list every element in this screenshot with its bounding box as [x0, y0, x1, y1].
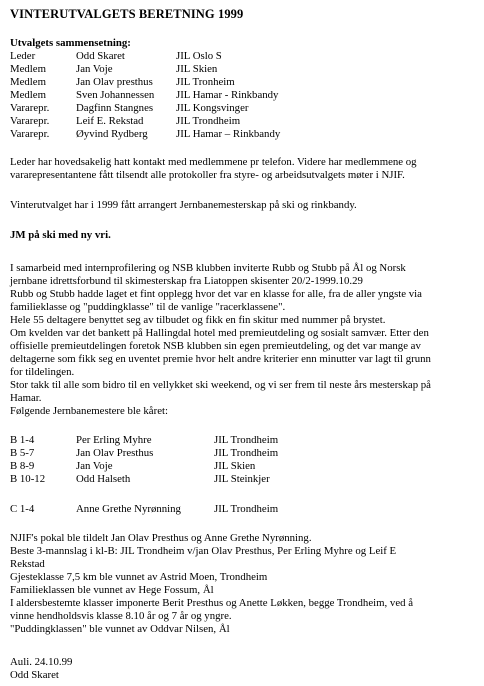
committee-row-name: Leif E. Rekstad: [76, 115, 144, 127]
committee-row-role: Vararepr.: [10, 102, 50, 114]
arranged-paragraph: [10, 199, 476, 212]
closing-line: I aldersbestemte klasser imponerte Berit Presthus og Anette Løkken, begge Trondheim, ved å: [10, 597, 413, 609]
signature-name: Odd Skaret: [10, 669, 59, 681]
champion-row-name: Jan Voje: [76, 460, 113, 472]
closing-line: Familieklassen ble vunnet av Hege Fossum, Ål: [10, 584, 214, 596]
committee-row-club: JIL Kongsvinger: [176, 102, 249, 114]
intro-line: vararepresentantene fått tilsendt alle protokoller fra styre- og arbeidsutvalgets møter i NJIF.: [10, 169, 405, 181]
jm-line: Hele 55 deltagere benyttet seg av tilbudet og fikk en fin skitur med nummer på brystet.: [10, 314, 386, 326]
jm-line: Rubb og Stubb hadde laget et fint opplegg hvor det var en klasse for alle, fra de aller yngste via: [10, 288, 422, 300]
intro-paragraph: [10, 156, 476, 182]
champion-row-role: B 10-12: [10, 473, 46, 485]
jm-line: familieklasse og "puddingklasse" til de vanlige "racerklassene".: [10, 301, 286, 313]
intro-line: Leder har hovedsakelig hatt kontakt med medlemmene pr telefon. Videre har medlemmene og: [10, 156, 417, 168]
jm-line: Om kvelden var det bankett på Hallingdal hotel med premieutdeling og sosialt samvær. Etter den: [10, 327, 429, 339]
champion-row-role: B 1-4: [10, 434, 35, 446]
champion-row-club: JIL Steinkjer: [214, 473, 270, 485]
champion-row-role: B 5-7: [10, 447, 35, 459]
committee-row-role: Leder: [10, 50, 36, 62]
champion-row-club: JIL Trondheim: [214, 447, 279, 459]
jm-heading: JM på ski med ny vri.: [10, 229, 111, 241]
committee-row-role: Medlem: [10, 63, 46, 75]
jm-line: I samarbeid med internprofilering og NSB klubben inviterte Rubb og Stubb på Ål og Norsk: [10, 262, 406, 274]
committee-row-role: Vararepr.: [10, 128, 50, 140]
committee-row-role: Medlem: [10, 89, 46, 101]
champion-row-name: Anne Grethe Nyrønning: [76, 503, 181, 515]
committee-row-club: JIL Oslo S: [176, 50, 222, 62]
committee-row-name: Jan Voje: [76, 63, 113, 75]
committee-row-name: Øyvind Rydberg: [76, 128, 148, 140]
closing-line: Rekstad: [10, 558, 45, 570]
closing-paragraph: [10, 532, 476, 636]
jm-line: Hamar.: [10, 392, 42, 404]
committee-row-club: JIL Trondheim: [176, 115, 241, 127]
champion-row-name: Per Erling Myhre: [76, 434, 152, 446]
committee-heading: Utvalgets sammensetning:: [10, 37, 131, 49]
jm-line: for tildelingen.: [10, 366, 75, 378]
committee-row-club: JIL Skien: [176, 63, 218, 75]
committee-row-name: Jan Olav presthus: [76, 76, 153, 88]
committee-row-role: Medlem: [10, 76, 46, 88]
champion-row-role: B 8-9: [10, 460, 35, 472]
champion-row-name: Jan Olav Presthus: [76, 447, 154, 459]
committee-row-name: Dagfinn Stangnes: [76, 102, 154, 114]
jm-line: Følgende Jernbanemestere ble kåret:: [10, 405, 168, 417]
jm-line: offisielle premieutdelingen foretok NSB klubben sin egen premieutdeling, og det var mange av: [10, 340, 421, 352]
closing-line: "Puddingklassen" ble vunnet av Oddvar Nilsen, Ål: [10, 623, 230, 635]
committee-row-name: Odd Skaret: [76, 50, 125, 62]
jm-paragraph: [10, 262, 476, 418]
signature-date: Auli. 24.10.99: [10, 656, 73, 668]
signature-block: [10, 656, 476, 682]
committee-row-club: JIL Hamar – Rinkbandy: [176, 128, 281, 140]
jm-line: deltagerne som fikk seg en uventet premie hvor helt andre kriterier enn minutter var lagt til grunn: [10, 353, 431, 365]
committee-row-club: JIL Hamar - Rinkbandy: [176, 89, 279, 101]
champion-row-club: JIL Skien: [214, 460, 256, 472]
closing-line: Gjesteklasse 7,5 km ble vunnet av Astrid Moen, Trondheim: [10, 571, 268, 583]
jm-line: jernbane idrettsforbund til skimesterskap fra Liatoppen skisenter 20/2-1999.10.29: [10, 275, 363, 287]
document-title: VINTERUTVALGETS BERETNING 1999: [10, 7, 244, 21]
closing-line: NJIF's pokal ble tildelt Jan Olav Presthus og Anne Grethe Nyrønning.: [10, 532, 312, 544]
champion-row-role: C 1-4: [10, 503, 35, 515]
champion-row-club: JIL Trondheim: [214, 434, 279, 446]
closing-line: Beste 3-mannslag i kl-B: JIL Trondheim v/jan Olav Presthus, Per Erling Myhre og Leif E: [10, 545, 397, 557]
jm-line: Stor takk til alle som bidro til en vellykket ski weekend, og vi ser frem til neste års mesterskap på: [10, 379, 431, 391]
arranged-line: Vinterutvalget har i 1999 fått arrangert Jernbanemesterskap på ski og rinkbandy.: [10, 199, 357, 211]
champion-row-club: JIL Trondheim: [214, 503, 279, 515]
committee-row-name: Sven Johannessen: [76, 89, 155, 101]
closing-line: vinne hendholdsvis klasse 8.10 år og 7 år og yngre.: [10, 610, 232, 622]
champion-row-name: Odd Halseth: [76, 473, 131, 485]
committee-row-role: Vararepr.: [10, 115, 50, 127]
committee-row-club: JIL Tronheim: [176, 76, 235, 88]
